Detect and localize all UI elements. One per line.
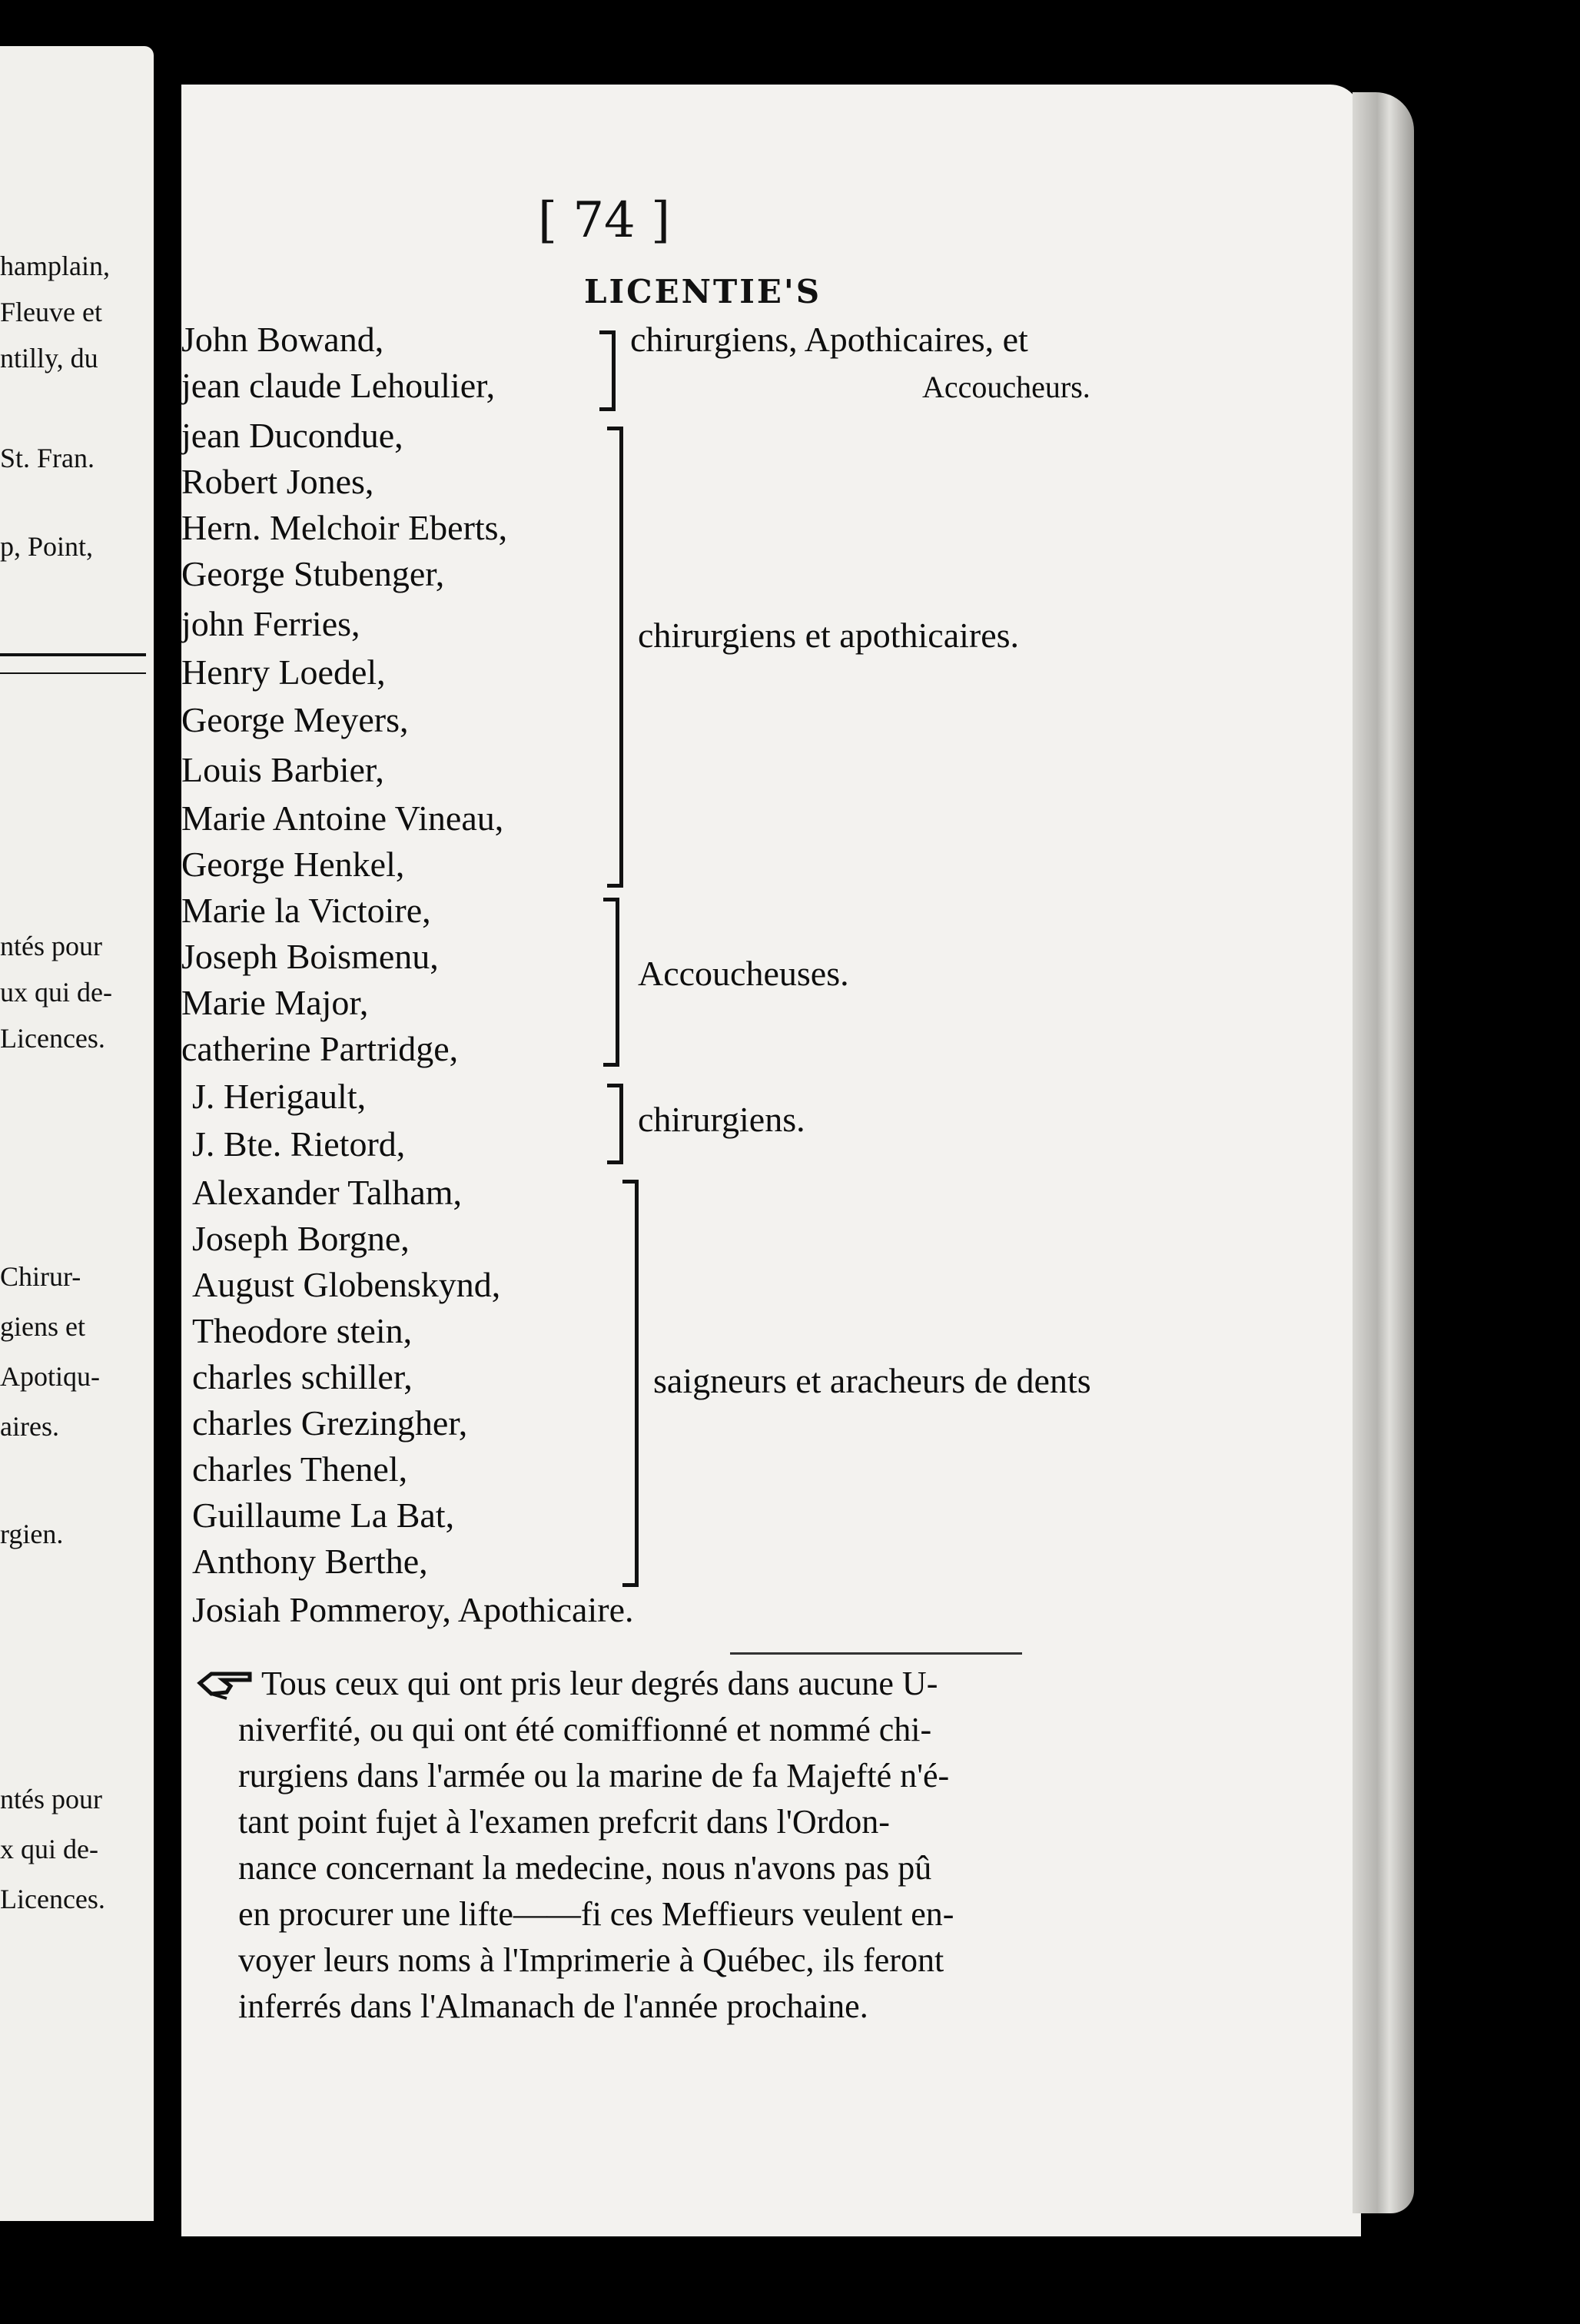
name-entry: Henry Loedel, [181,652,386,692]
name-entry: Marie Major, [181,983,369,1022]
name-entry: jean Ducondue, [181,416,403,455]
book-gutter [154,0,184,2324]
note-line: voyer leurs noms à l'Imprimerie à Québec, ils feront [238,1941,944,1979]
left-line: aires. [0,1411,59,1442]
name-entry: charles schiller, [192,1357,413,1396]
note-line: tant point fujet à l'examen prefcrit dans l'Ordon- [238,1803,890,1841]
left-line: St. Fran. [0,443,95,473]
group-label: chirurgiens et apothicaires. [638,616,1020,655]
name-entry: Marie Antoine Vineau, [181,798,504,838]
left-line: Licences. [0,1023,105,1054]
left-line: Apotiqu- [0,1361,100,1392]
name-entry: Joseph Boismenu, [181,937,439,976]
divider [730,1652,1022,1655]
name-entry: Hern. Melchoir Eberts, [181,508,508,547]
name-entry: jean claude Lehoulier, [181,366,496,405]
group-label: saigneurs et aracheurs de dents [653,1361,1091,1400]
left-line: Licences. [0,1884,105,1914]
name-entry: J. Herigault, [192,1077,367,1116]
name-entry: John Bowand, [181,320,384,359]
note-line: nance concernant la medecine, nous n'avons pas pû [238,1849,932,1887]
left-line: ntés pour [0,1784,102,1814]
group-label: chirurgiens. [638,1100,805,1139]
left-line: giens et [0,1311,85,1342]
name-entry: Josiah Pommeroy, Apothicaire. [192,1590,634,1629]
name-entry: August Globenskynd, [192,1265,501,1304]
left-line: ntilly, du [0,343,98,374]
name-entry: George Henkel, [181,845,405,884]
left-line: Fleuve et [0,297,102,327]
page-edges [1353,92,1414,2213]
brace [622,1180,639,1587]
left-line: hamplain, [0,251,110,281]
page-title: LICENTIE'S [584,273,822,310]
group-label: Accoucheuses. [638,954,849,993]
name-entry: Alexander Talham, [192,1173,463,1212]
name-entry: J. Bte. Rietord, [192,1124,406,1164]
left-line: p, Point, [0,531,94,562]
name-entry: George Stubenger, [181,554,445,593]
name-entry: Marie la Victoire, [181,891,431,930]
name-entry: Theodore stein, [192,1311,413,1350]
group-label: Accoucheurs. [922,370,1090,404]
brace [603,898,619,1067]
note-line: rurgiens dans l'armée ou la marine de fa Majefté n'é- [238,1757,950,1794]
note-line: inferrés dans l'Almanach de l'année prochaine. [238,1987,868,2025]
note-line: en procurer une lifte——fi ces Meffieurs veulent en- [238,1895,954,1933]
group-label: chirurgiens, Apothicaires, et [630,320,1028,359]
left-line: Chirur- [0,1261,81,1292]
left-divider [0,653,146,656]
left-line: rgien. [0,1519,64,1549]
left-page-fragment [0,46,154,2221]
note-line: Tous ceux qui ont pris leur degrés dans aucune U- [261,1665,938,1702]
name-entry: catherine Partridge, [181,1029,459,1068]
name-entry: Robert Jones, [181,462,374,501]
note-line: niverfité, ou qui ont été comiffionné et nommé chi- [238,1711,932,1748]
name-entry: Joseph Borgne, [192,1219,410,1258]
pointing-hand-icon [196,1660,257,1706]
name-entry: Anthony Berthe, [192,1542,428,1581]
left-line: ux qui de- [0,977,112,1008]
name-entry: charles Thenel, [192,1449,408,1489]
name-entry: Louis Barbier, [181,750,384,789]
page-number: [ 74 ] [538,192,671,249]
left-line: x qui de- [0,1834,98,1864]
brace [607,1084,623,1164]
name-entry: john Ferries, [181,604,360,643]
brace [599,330,616,411]
name-entry: charles Grezingher, [192,1403,468,1443]
brace [607,427,623,888]
name-entry: Guillaume La Bat, [192,1496,455,1535]
left-line: ntés pour [0,931,102,961]
name-entry: George Meyers, [181,700,409,739]
left-divider [0,672,146,674]
